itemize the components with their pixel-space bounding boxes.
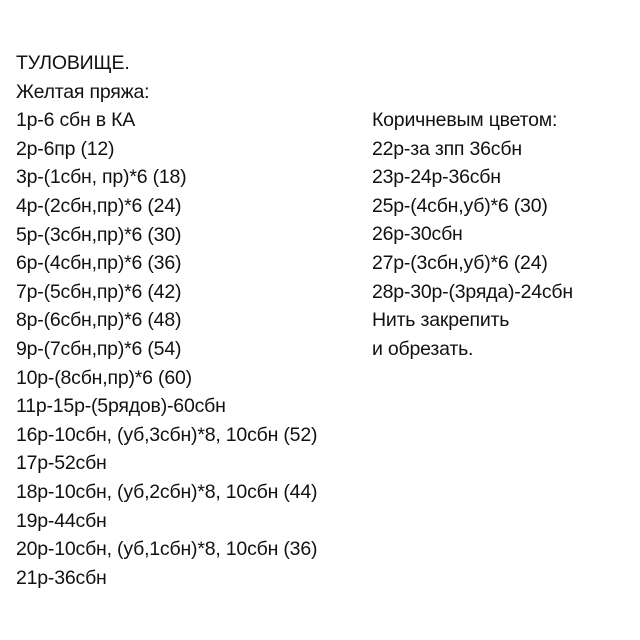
body-pattern-column	[16, 49, 317, 592]
row-instruction: 28р-30р-(3ряда)-24сбн	[372, 280, 573, 303]
brown-yarn-column	[372, 106, 573, 363]
row-instruction: 1р-6 сбн в КА	[16, 109, 136, 132]
row-instruction: 3р-(1сбн, пр)*6 (18)	[16, 166, 187, 189]
row-instruction: 23р-24р-36сбн	[372, 166, 501, 189]
row-instruction: 20р-10сбн, (уб,1сбн)*8, 10сбн (36)	[16, 538, 318, 561]
finishing-instruction: Нить закрепить	[372, 309, 510, 332]
row-instruction: 18р-10сбн, (уб,2сбн)*8, 10сбн (44)	[16, 480, 318, 503]
row-instruction: 8р-(6сбн,пр)*6 (48)	[16, 309, 182, 332]
row-instruction: 9р-(7сбн,пр)*6 (54)	[16, 337, 182, 360]
row-instruction: 10р-(8сбн,пр)*6 (60)	[16, 366, 192, 389]
row-instruction: 17р-52сбн	[16, 452, 107, 475]
row-instruction: 11р-15р-(5рядов)-60сбн	[16, 395, 226, 418]
row-instruction: 2р-6пр (12)	[16, 137, 115, 160]
yarn-color-label: Желтая пряжа:	[16, 80, 150, 103]
row-instruction: 27р-(3сбн,уб)*6 (24)	[372, 251, 548, 274]
row-instruction: 7р-(5сбн,пр)*6 (42)	[16, 280, 182, 303]
row-instruction: 5р-(3сбн,пр)*6 (30)	[16, 223, 182, 246]
finishing-instruction: и обрезать.	[372, 337, 474, 360]
row-instruction: 16р-10сбн, (уб,3сбн)*8, 10сбн (52)	[16, 423, 318, 446]
row-instruction: 21р-36сбн	[16, 566, 107, 589]
yarn-color-label: Коричневым цветом:	[372, 109, 558, 131]
row-instruction: 19р-44сбн	[16, 509, 107, 532]
row-instruction: 22р-за зпп 36сбн	[372, 137, 522, 160]
row-instruction: 6р-(4сбн,пр)*6 (36)	[16, 252, 182, 275]
row-instruction: 4р-(2сбн,пр)*6 (24)	[16, 194, 182, 217]
row-instruction: 25р-(4сбн,уб)*6 (30)	[372, 194, 548, 217]
section-title: ТУЛОВИЩЕ.	[16, 52, 130, 74]
row-instruction: 26р-30сбн	[372, 223, 463, 246]
